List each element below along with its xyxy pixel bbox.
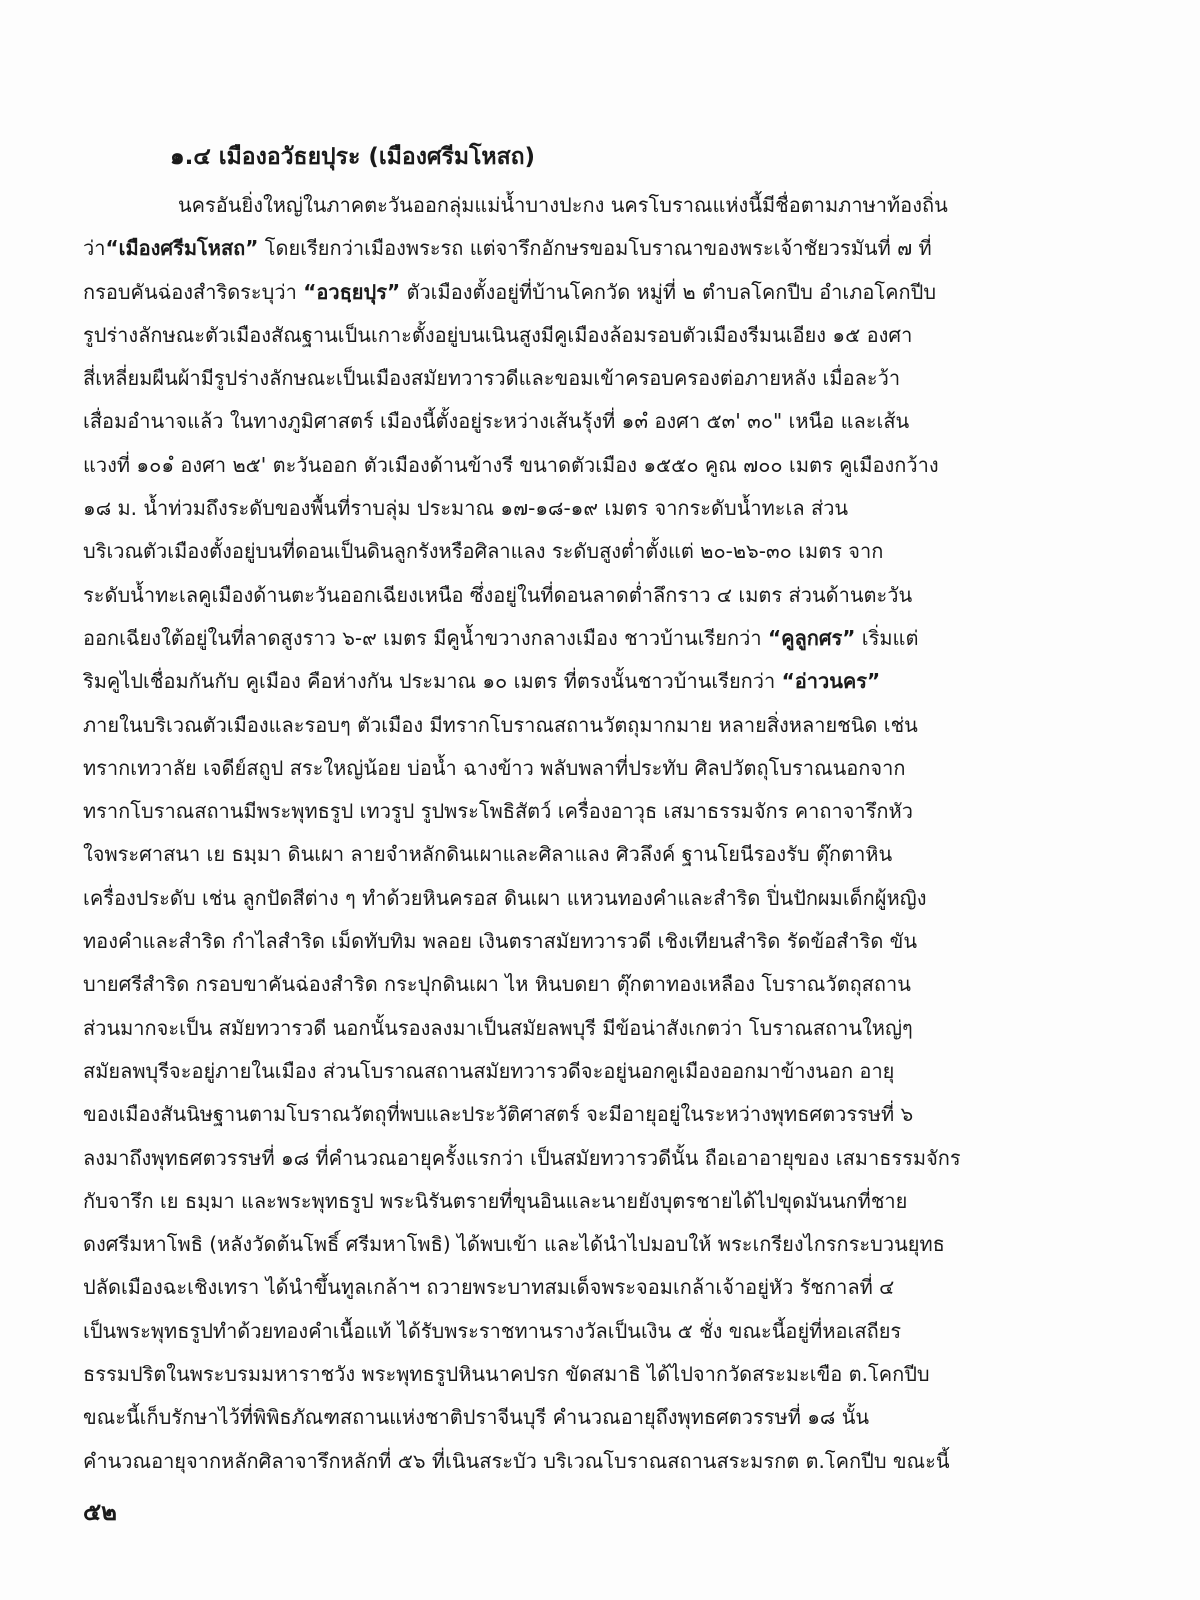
text-line	[83, 1180, 1113, 1223]
text-run: ดงศรีมหาโพธิ (หลังวัดต้นโพธิ์ ศรีมหาโพธิ) ได้พบเข้า และได้นำไปมอบให้ พระเกรียงไกรกระบวนยุทธ	[83, 1232, 945, 1257]
text-line	[83, 704, 1113, 747]
text-line	[83, 660, 1113, 703]
text-run: รูปร่างลักษณะตัวเมืองสัณฐานเป็นเกาะตั้งอยู่บนเนินสูงมีคูเมืองล้อมรอบตัวเมืองรีมนเอียง ๑๕ องศา	[83, 322, 913, 347]
text-line	[83, 1050, 1113, 1093]
body-paragraph	[83, 184, 1113, 1483]
text-line	[83, 530, 1113, 573]
text-run: ลงมาถึงพุทธศตวรรษที่ ๑๘ ที่คำนวณอายุครั้งแรกว่า เป็นสมัยทวารวดีนั้น ถือเอาอายุของ เสมาธรรมจักร	[83, 1145, 961, 1170]
bold-term: “อ่าวนคร”	[781, 669, 881, 694]
text-line	[83, 1266, 1113, 1309]
text-run: โดยเรียกว่าเมืองพระรถ แต่จารึกอักษรขอมโบราณาของพระเจ้าชัยวรมันที่ ๗ ที่	[258, 236, 932, 261]
text-run: นครอันยิ่งใหญ่ในภาคตะวันออกลุ่มแม่น้ำบางปะกง นครโบราณแห่งนี้มีชื่อตามภาษาท้องถิ่น	[178, 193, 948, 217]
text-line	[83, 357, 1113, 400]
text-line	[83, 227, 1113, 270]
text-run: ๑๘ ม. น้ำท่วมถึงระดับของพื้นที่ราบลุ่ม ประมาณ ๑๗-๑๘-๑๙ เมตร จากระดับน้ำทะเล ส่วน	[83, 496, 849, 521]
bold-term: “คูลูกศร”	[767, 625, 856, 650]
text-line	[83, 1223, 1113, 1266]
text-run: ปลัดเมืองฉะเชิงเทรา ได้นำขึ้นทูลเกล้าฯ ถวายพระบาทสมเด็จพระจอมเกล้าเจ้าอยู่หัว รัชกาลที่ ๔	[83, 1275, 895, 1300]
text-line	[83, 487, 1113, 530]
text-run: บริเวณตัวเมืองตั้งอยู่บนที่ดอนเป็นดินลูกรังหรือศิลาแลง ระดับสูงต่ำตั้งแต่ ๒๐-๒๖-๓๐ เมตร จาก	[83, 539, 884, 564]
page-number: ๕๒	[83, 1498, 117, 1526]
text-run: ของเมืองสันนิษฐานตามโบราณวัตถุที่พบและประวัติศาสตร์ จะมีอายุอยู่ในระหว่างพุทธศตวรรษที่ ๖	[83, 1102, 914, 1127]
text-run: ออกเฉียงใต้อยู่ในที่ลาดสูงราว ๖-๙ เมตร มีคูน้ำขวางกลางเมือง ชาวบ้านเรียกว่า	[83, 625, 768, 650]
text-line	[83, 444, 1113, 487]
text-run: ระดับน้ำทะเลคูเมืองด้านตะวันออกเฉียงเหนือ ซึ่งอยู่ในที่ดอนลาดต่ำลึกราว ๔ เมตร ส่วนด้านตะวัน	[83, 582, 913, 607]
section-heading: ๑.๔ เมืองอวัธยปุระ (เมืองศรีมโหสถ)	[170, 144, 536, 170]
text-run: คำนวณอายุจากหลักศิลาจารึกหลักที่ ๕๖ ที่เนินสระบัว บริเวณโบราณสถานสระมรกต ต.โคกปีบ ขณะนี้	[83, 1448, 950, 1473]
text-line	[83, 184, 1113, 227]
text-run: ทองคำและสำริด กำไลสำริด เม็ดทับทิม พลอย เงินตราสมัยทวารวดี เชิงเทียนสำริด รัดข้อสำริด ขัน	[83, 929, 918, 954]
text-run: ตัวเมืองตั้งอยู่ที่บ้านโคกวัด หมู่ที่ ๒ ตำบลโคกปีบ อำเภอโคกปีบ	[400, 279, 937, 304]
text-line	[83, 617, 1113, 660]
text-line	[83, 1353, 1113, 1396]
text-run: ทรากโบราณสถานมีพระพุทธรูป เทวรูป รูปพระโพธิสัตว์ เครื่องอาวุธ เสมาธรรมจักร คาถาจารึกหัว	[83, 799, 913, 824]
text-run: สี่เหลี่ยมผืนผ้ามีรูปร่างลักษณะเป็นเมืองสมัยทวารวดีและขอมเข้าครอบครองต่อภายหลัง เมื่อละว้า	[83, 366, 901, 391]
text-line	[83, 400, 1113, 443]
text-run: ใจพระศาสนา เย ธมฺมา ดินเผา ลายจำหลักดินเผาและศิลาแลง ศิวลึงค์ ฐานโยนีรองรับ ตุ๊กตาหิน	[83, 842, 893, 867]
text-run: ภายในบริเวณตัวเมืองและรอบๆ ตัวเมือง มีทรากโบราณสถานวัตถุมากมาย หลายสิ่งหลายชนิด เช่น	[83, 712, 918, 737]
text-run: แวงที่ ๑๐๑ํ องศา ๒๕' ตะวันออก ตัวเมืองด้านข้างรี ขนาดตัวเมือง ๑๕๕๐ คูณ ๗๐๐ เมตร คูเมืองกว้าง	[83, 452, 939, 477]
text-run: กับจารึก เย ธมฺมา และพระพุทธรูป พระนิรันตรายที่ขุนอินและนายยังบุตรชายได้ไปขุดมันนกที่ชาย	[83, 1188, 908, 1213]
bold-term: “เมืองศรีมโหสถ”	[105, 236, 259, 261]
text-run: เครื่องประดับ เช่น ลูกปัดสีต่าง ๆ ทำด้วยหินครอส ดินเผา แหวนทองคำและสำริด ปิ่นปักผมเด็กผู้หญิง	[83, 885, 927, 910]
text-run: ริมคูไปเชื่อมกันกับ คูเมือง คือห่างกัน ประมาณ ๑๐ เมตร ที่ตรงนั้นชาวบ้านเรียกว่า	[83, 669, 782, 694]
text-run: เริ่มแต่	[855, 625, 919, 650]
bold-term: “อวธฺยปุร”	[303, 279, 401, 304]
text-run: เสื่อมอำนาจแล้ว ในทางภูมิศาสตร์ เมืองนี้ตั้งอยู่ระหว่างเส้นรุ้งที่ ๑๓ํ องศา ๕๓' ๓๐" เหนือ และเส้น	[83, 409, 910, 434]
text-line	[83, 1396, 1113, 1439]
text-line	[83, 833, 1113, 876]
text-run: ทรากเทวาลัย เจดีย์สถูป สระใหญ่น้อย บ่อน้ำ ฉางข้าว พลับพลาที่ประทับ ศิลปวัตถุโบราณนอกจาก	[83, 755, 906, 780]
text-line	[83, 574, 1113, 617]
text-line	[83, 1093, 1113, 1136]
text-line	[83, 920, 1113, 963]
text-line	[83, 271, 1113, 314]
text-run: สมัยลพบุรีจะอยู่ภายในเมือง ส่วนโบราณสถานสมัยทวารวดีจะอยู่นอกคูเมืองออกมาข้างนอก อายุ	[83, 1058, 895, 1083]
text-line	[83, 747, 1113, 790]
text-line	[83, 1310, 1113, 1353]
text-run: ส่วนมากจะเป็น สมัยทวารวดี นอกนั้นรองลงมาเป็นสมัยลพบุรี มีข้อน่าสังเกตว่า โบราณสถานใหญ่ๆ	[83, 1015, 913, 1040]
text-run: ขณะนี้เก็บรักษาไว้ที่พิพิธภัณฑสถานแห่งชาติปราจีนบุรี คำนวณอายุถึงพุทธศตวรรษที่ ๑๘ นั้น	[83, 1405, 870, 1430]
text-run: กรอบคันฉ่องสำริดระบุว่า	[83, 279, 304, 304]
text-line	[83, 877, 1113, 920]
text-run: ธรรมปริตในพระบรมมหาราชวัง พระพุทธรูปหินนาคปรก ขัดสมาธิ ได้ไปจากวัดสระมะเขือ ต.โคกปีบ	[83, 1362, 930, 1387]
text-line	[83, 963, 1113, 1006]
text-line	[83, 790, 1113, 833]
text-line	[83, 1137, 1113, 1180]
text-line	[83, 1007, 1113, 1050]
text-run: เป็นพระพุทธรูปทำด้วยทองคำเนื้อแท้ ได้รับพระราชทานรางวัลเป็นเงิน ๕ ชั่ง ขณะนี้อยู่ที่หอเสถียร	[83, 1318, 902, 1343]
text-line	[83, 314, 1113, 357]
text-line	[83, 1440, 1113, 1483]
text-run: ว่า	[83, 236, 106, 261]
text-run: บายศรีสำริด กรอบขาคันฉ่องสำริด กระปุกดินเผา ไห หินบดยา ตุ๊กตาทองเหลือง โบราณวัตถุสถาน	[83, 972, 911, 997]
